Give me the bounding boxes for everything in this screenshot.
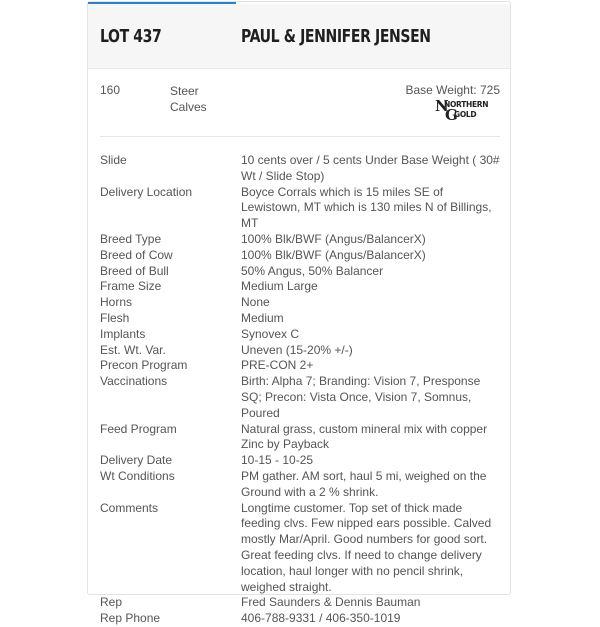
- detail-row: [88, 469, 510, 501]
- detail-value: 406-788-9331 / 406-350-1019: [241, 611, 401, 626]
- detail-label: Delivery Date: [100, 453, 173, 468]
- detail-value: 10-15 - 10-25: [241, 453, 314, 468]
- lot-header: [88, 4, 510, 69]
- logo-letter-n: N: [435, 98, 449, 115]
- detail-label: Breed of Bull: [100, 263, 169, 278]
- detail-label: Wt Conditions: [100, 468, 175, 483]
- detail-value: 50% Angus, 50% Balancer: [241, 263, 384, 278]
- detail-row: [88, 327, 510, 343]
- detail-row: [88, 343, 510, 359]
- detail-value: 100% Blk/BWF (Angus/BalancerX): [241, 247, 426, 262]
- detail-value: Synovex C: [241, 326, 300, 341]
- detail-row: [88, 153, 510, 185]
- detail-row: [88, 595, 510, 611]
- section-divider: [100, 136, 500, 137]
- detail-row: [88, 422, 510, 454]
- detail-row: [88, 374, 510, 421]
- detail-row: [88, 453, 510, 469]
- detail-value: Boyce Corrals which is 15 miles SE of Lewistown, MT which is 130 miles N of Billings, MT: [241, 184, 492, 231]
- lot-card: [87, 1, 511, 626]
- detail-label: Breed Type: [100, 231, 162, 246]
- detail-value: PM gather. AM sort, haul 5 mi, weighed on the Ground with a 2 % shrink.: [241, 468, 487, 499]
- detail-value: Birth: Alpha 7; Branding: Vision 7, Presponse SQ; Precon: Vista Once, Vision 7, Somnus, Poured: [241, 374, 481, 420]
- detail-label: Vaccinations: [100, 374, 168, 389]
- detail-row: [88, 311, 510, 327]
- detail-label: Implants: [100, 326, 146, 341]
- detail-value: Medium: [241, 310, 284, 325]
- base-weight: Base Weight: 725: [405, 83, 500, 97]
- detail-label: Breed of Cow: [100, 247, 173, 262]
- detail-value: Uneven (15-20% +/-): [241, 342, 353, 357]
- detail-row: [88, 279, 510, 295]
- head-count: 160: [100, 83, 121, 97]
- detail-row: [88, 295, 510, 311]
- detail-label: Flesh: [100, 310, 130, 325]
- lot-number: LOT 437: [100, 26, 162, 47]
- detail-value: 10 cents over / 5 cents Under Base Weight ( 30# Wt / Slide Stop): [241, 153, 500, 183]
- seller-name: PAUL & JENNIFER JENSEN: [241, 26, 431, 47]
- logo-word-northern: NORTHERN: [444, 100, 489, 109]
- detail-label: Comments: [100, 500, 159, 515]
- detail-row: [88, 232, 510, 248]
- detail-label: Precon Program: [100, 358, 188, 373]
- northern-gold-logo: [435, 98, 505, 120]
- detail-label: Frame Size: [100, 279, 162, 294]
- detail-label: Slide: [100, 153, 127, 167]
- logo-letter-g: G: [445, 106, 458, 120]
- detail-value: Medium Large: [241, 279, 318, 294]
- detail-row: [88, 358, 510, 374]
- lot-details-list: [88, 153, 510, 627]
- detail-value: Fred Saunders & Dennis Bauman: [241, 595, 421, 610]
- detail-row: [88, 501, 510, 596]
- detail-label: Feed Program: [100, 421, 177, 436]
- detail-label: Rep: [100, 595, 123, 610]
- detail-label: Horns: [100, 295, 133, 310]
- detail-label: Rep Phone: [100, 611, 161, 626]
- detail-label: Est. Wt. Var.: [100, 342, 166, 357]
- detail-value: None: [241, 295, 270, 310]
- logo-word-gold: GOLD: [454, 110, 477, 119]
- detail-row: [88, 611, 510, 627]
- cattle-class: [170, 83, 230, 115]
- detail-row: [88, 264, 510, 280]
- detail-value: 100% Blk/BWF (Angus/BalancerX): [241, 231, 426, 246]
- detail-value: Natural grass, custom mineral mix with copper Zinc by Payback: [241, 421, 488, 452]
- detail-row: [88, 185, 510, 232]
- class-line-2: Calves: [170, 100, 207, 114]
- detail-row: [88, 248, 510, 264]
- detail-value: Longtime customer. Top set of thick made feeding clvs. Few nipped ears possible. Calved mostly Mar/April. Good numbers for good sort. Great feeding clvs. If need to change delivery location, haul longer with no pencil shrink, weighed straight.: [241, 500, 492, 594]
- detail-label: Delivery Location: [100, 184, 193, 199]
- lot-summary: [88, 69, 510, 137]
- detail-value: PRE-CON 2+: [241, 358, 314, 373]
- class-line-1: Steer: [170, 84, 199, 98]
